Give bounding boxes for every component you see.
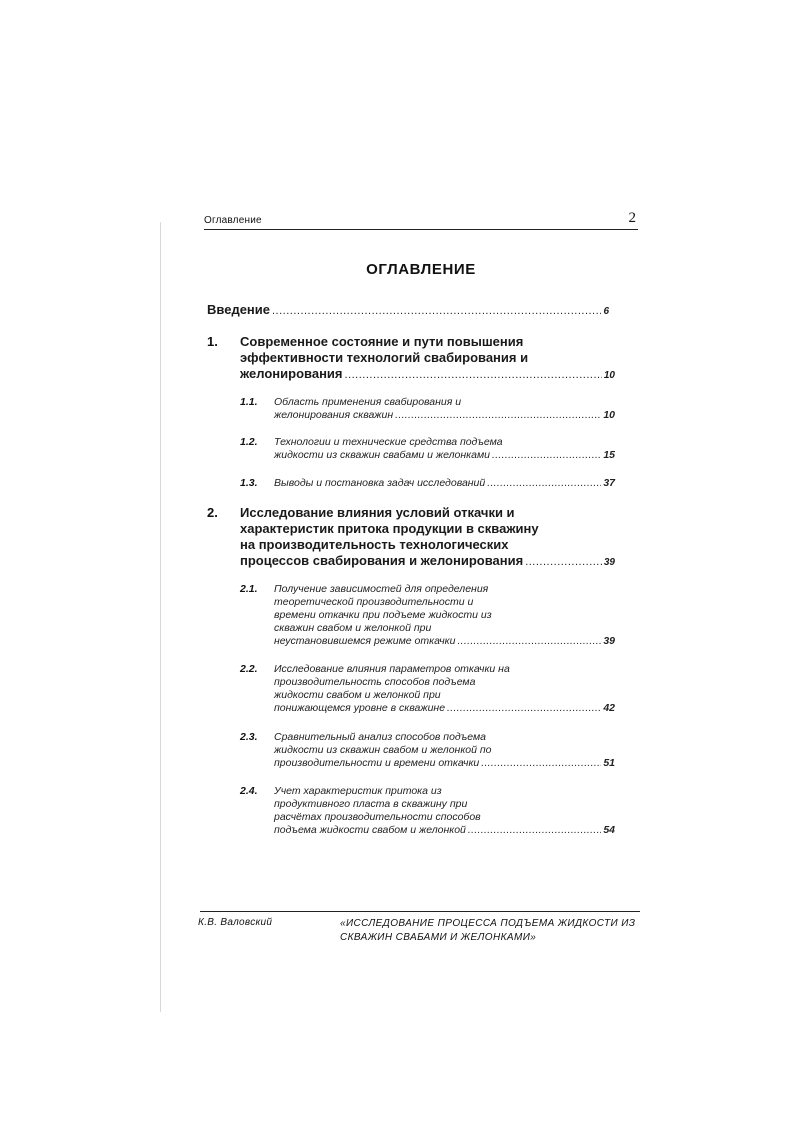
toc-page-number: 39 bbox=[603, 557, 615, 568]
section-title-line: понижающемся уровне в скважине bbox=[274, 702, 446, 714]
section-title-line: Выводы и постановка задач исследований bbox=[274, 477, 486, 489]
section-title-line[interactable]: Область применения свабирования и bbox=[274, 396, 462, 408]
footer-book-title bbox=[340, 917, 635, 945]
section-title-line: неустановившемся режиме откачки bbox=[274, 635, 456, 647]
toc-page-number: 42 bbox=[603, 702, 615, 714]
section-title-line[interactable]: жидкости свабом и желонкой при bbox=[274, 689, 441, 701]
toc-entry-section-2-2[interactable] bbox=[274, 702, 615, 714]
section-title-line[interactable]: Сравнительный анализ способов подъема bbox=[274, 731, 487, 743]
section-title-line[interactable]: Технологии и технические средства подъема bbox=[274, 436, 503, 448]
leader-dots bbox=[468, 824, 601, 836]
toc-entry-section-2-4[interactable] bbox=[274, 824, 615, 836]
leader-dots bbox=[481, 757, 601, 769]
leader-dots bbox=[457, 635, 601, 647]
section-number: 2.3. bbox=[240, 731, 258, 743]
header-page-number: 2 bbox=[628, 210, 636, 226]
chapter-title-line: желонирования bbox=[240, 366, 343, 381]
section-title-line[interactable]: Учет характеристик притока из bbox=[274, 785, 442, 797]
leader-dots bbox=[345, 369, 602, 381]
section-title-line[interactable]: продуктивного пласта в скважину при bbox=[274, 798, 468, 810]
leader-dots bbox=[272, 305, 601, 317]
toc-entry-label: Введение bbox=[207, 302, 270, 317]
chapter-number: 1. bbox=[207, 334, 218, 349]
footer-title-line: СКВАЖИН СВАБАМИ И ЖЕЛОНКАМИ» bbox=[340, 932, 537, 943]
chapter-title-line[interactable]: характеристик притока продукции в скважину bbox=[240, 521, 539, 536]
toc-page-number: 15 bbox=[603, 449, 615, 461]
footer-title-line: «ИССЛЕДОВАНИЕ ПРОЦЕССА ПОДЪЕМА ЖИДКОСТИ ИЗ bbox=[340, 918, 636, 929]
section-title-line: желонирования скважин bbox=[274, 409, 394, 421]
toc-entry-section-1-1[interactable] bbox=[274, 409, 615, 421]
section-title-line: подъема жидкости свабом и желонкой bbox=[274, 824, 466, 836]
chapter-title-line[interactable]: на производительность технологических bbox=[240, 537, 509, 552]
toc-page-number: 10 bbox=[603, 370, 615, 381]
toc-page-number: 37 bbox=[603, 477, 615, 489]
section-number: 1.2. bbox=[240, 436, 258, 448]
toc-title: ОГЛАВЛЕНИЕ bbox=[366, 261, 476, 278]
section-number: 1.3. bbox=[240, 477, 258, 489]
section-title-line[interactable]: производительность способов подъема bbox=[274, 676, 476, 688]
section-title-line: жидкости из скважин свабами и желонками bbox=[274, 449, 490, 461]
toc-entry-section-1-3[interactable] bbox=[274, 477, 615, 489]
footer-rule bbox=[200, 911, 640, 912]
section-title-line: производительности и времени откачки bbox=[274, 757, 480, 769]
leader-dots bbox=[395, 409, 601, 421]
toc-entry-section-1-2[interactable] bbox=[274, 449, 615, 461]
section-title-line[interactable]: Получение зависимостей для определения bbox=[274, 583, 489, 595]
section-title-line[interactable]: Исследование влияния параметров откачки на bbox=[274, 663, 510, 675]
leader-dots bbox=[487, 477, 601, 489]
toc-entry-section-2-3[interactable] bbox=[274, 757, 615, 769]
toc-entry-chapter-2[interactable] bbox=[240, 553, 615, 568]
section-title-line[interactable]: времени откачки при подъеме жидкости из bbox=[274, 609, 492, 621]
section-title-line[interactable]: жидкости из скважин свабом и желонкой по bbox=[274, 744, 492, 756]
chapter-title-line: процессов свабирования и желонирования bbox=[240, 553, 524, 568]
section-number: 2.4. bbox=[240, 785, 258, 797]
section-title-line[interactable]: теоретической производительности и bbox=[274, 596, 474, 608]
chapter-title-line[interactable]: эффективности технологий свабирования и bbox=[240, 350, 529, 365]
toc-entry-intro[interactable] bbox=[207, 302, 609, 317]
chapter-title-line[interactable]: Исследование влияния условий откачки и bbox=[240, 505, 515, 520]
toc-page-number: 39 bbox=[603, 635, 615, 647]
header-section-name: Оглавление bbox=[204, 215, 262, 226]
leader-dots bbox=[447, 702, 601, 714]
section-number: 1.1. bbox=[240, 396, 258, 408]
section-title-line[interactable]: расчётах производительности способов bbox=[274, 811, 481, 823]
toc-page-number: 54 bbox=[603, 824, 615, 836]
page-edge-shadow bbox=[160, 222, 161, 1012]
leader-dots bbox=[492, 449, 601, 461]
footer-author: К.В. Валовский bbox=[198, 917, 273, 928]
toc-page-number: 10 bbox=[603, 409, 615, 421]
chapter-number: 2. bbox=[207, 505, 218, 520]
running-header bbox=[204, 210, 638, 230]
section-number: 2.1. bbox=[240, 583, 258, 595]
toc-entry-section-2-1[interactable] bbox=[274, 635, 615, 647]
section-title-line[interactable]: скважин свабом и желонкой при bbox=[274, 622, 432, 634]
toc-page-number: 51 bbox=[603, 757, 615, 769]
section-number: 2.2. bbox=[240, 663, 258, 675]
toc-entry-chapter-1[interactable] bbox=[240, 366, 615, 381]
leader-dots bbox=[525, 556, 602, 568]
chapter-title-line[interactable]: Современное состояние и пути повышения bbox=[240, 334, 524, 349]
toc-page-number: 6 bbox=[603, 306, 609, 317]
